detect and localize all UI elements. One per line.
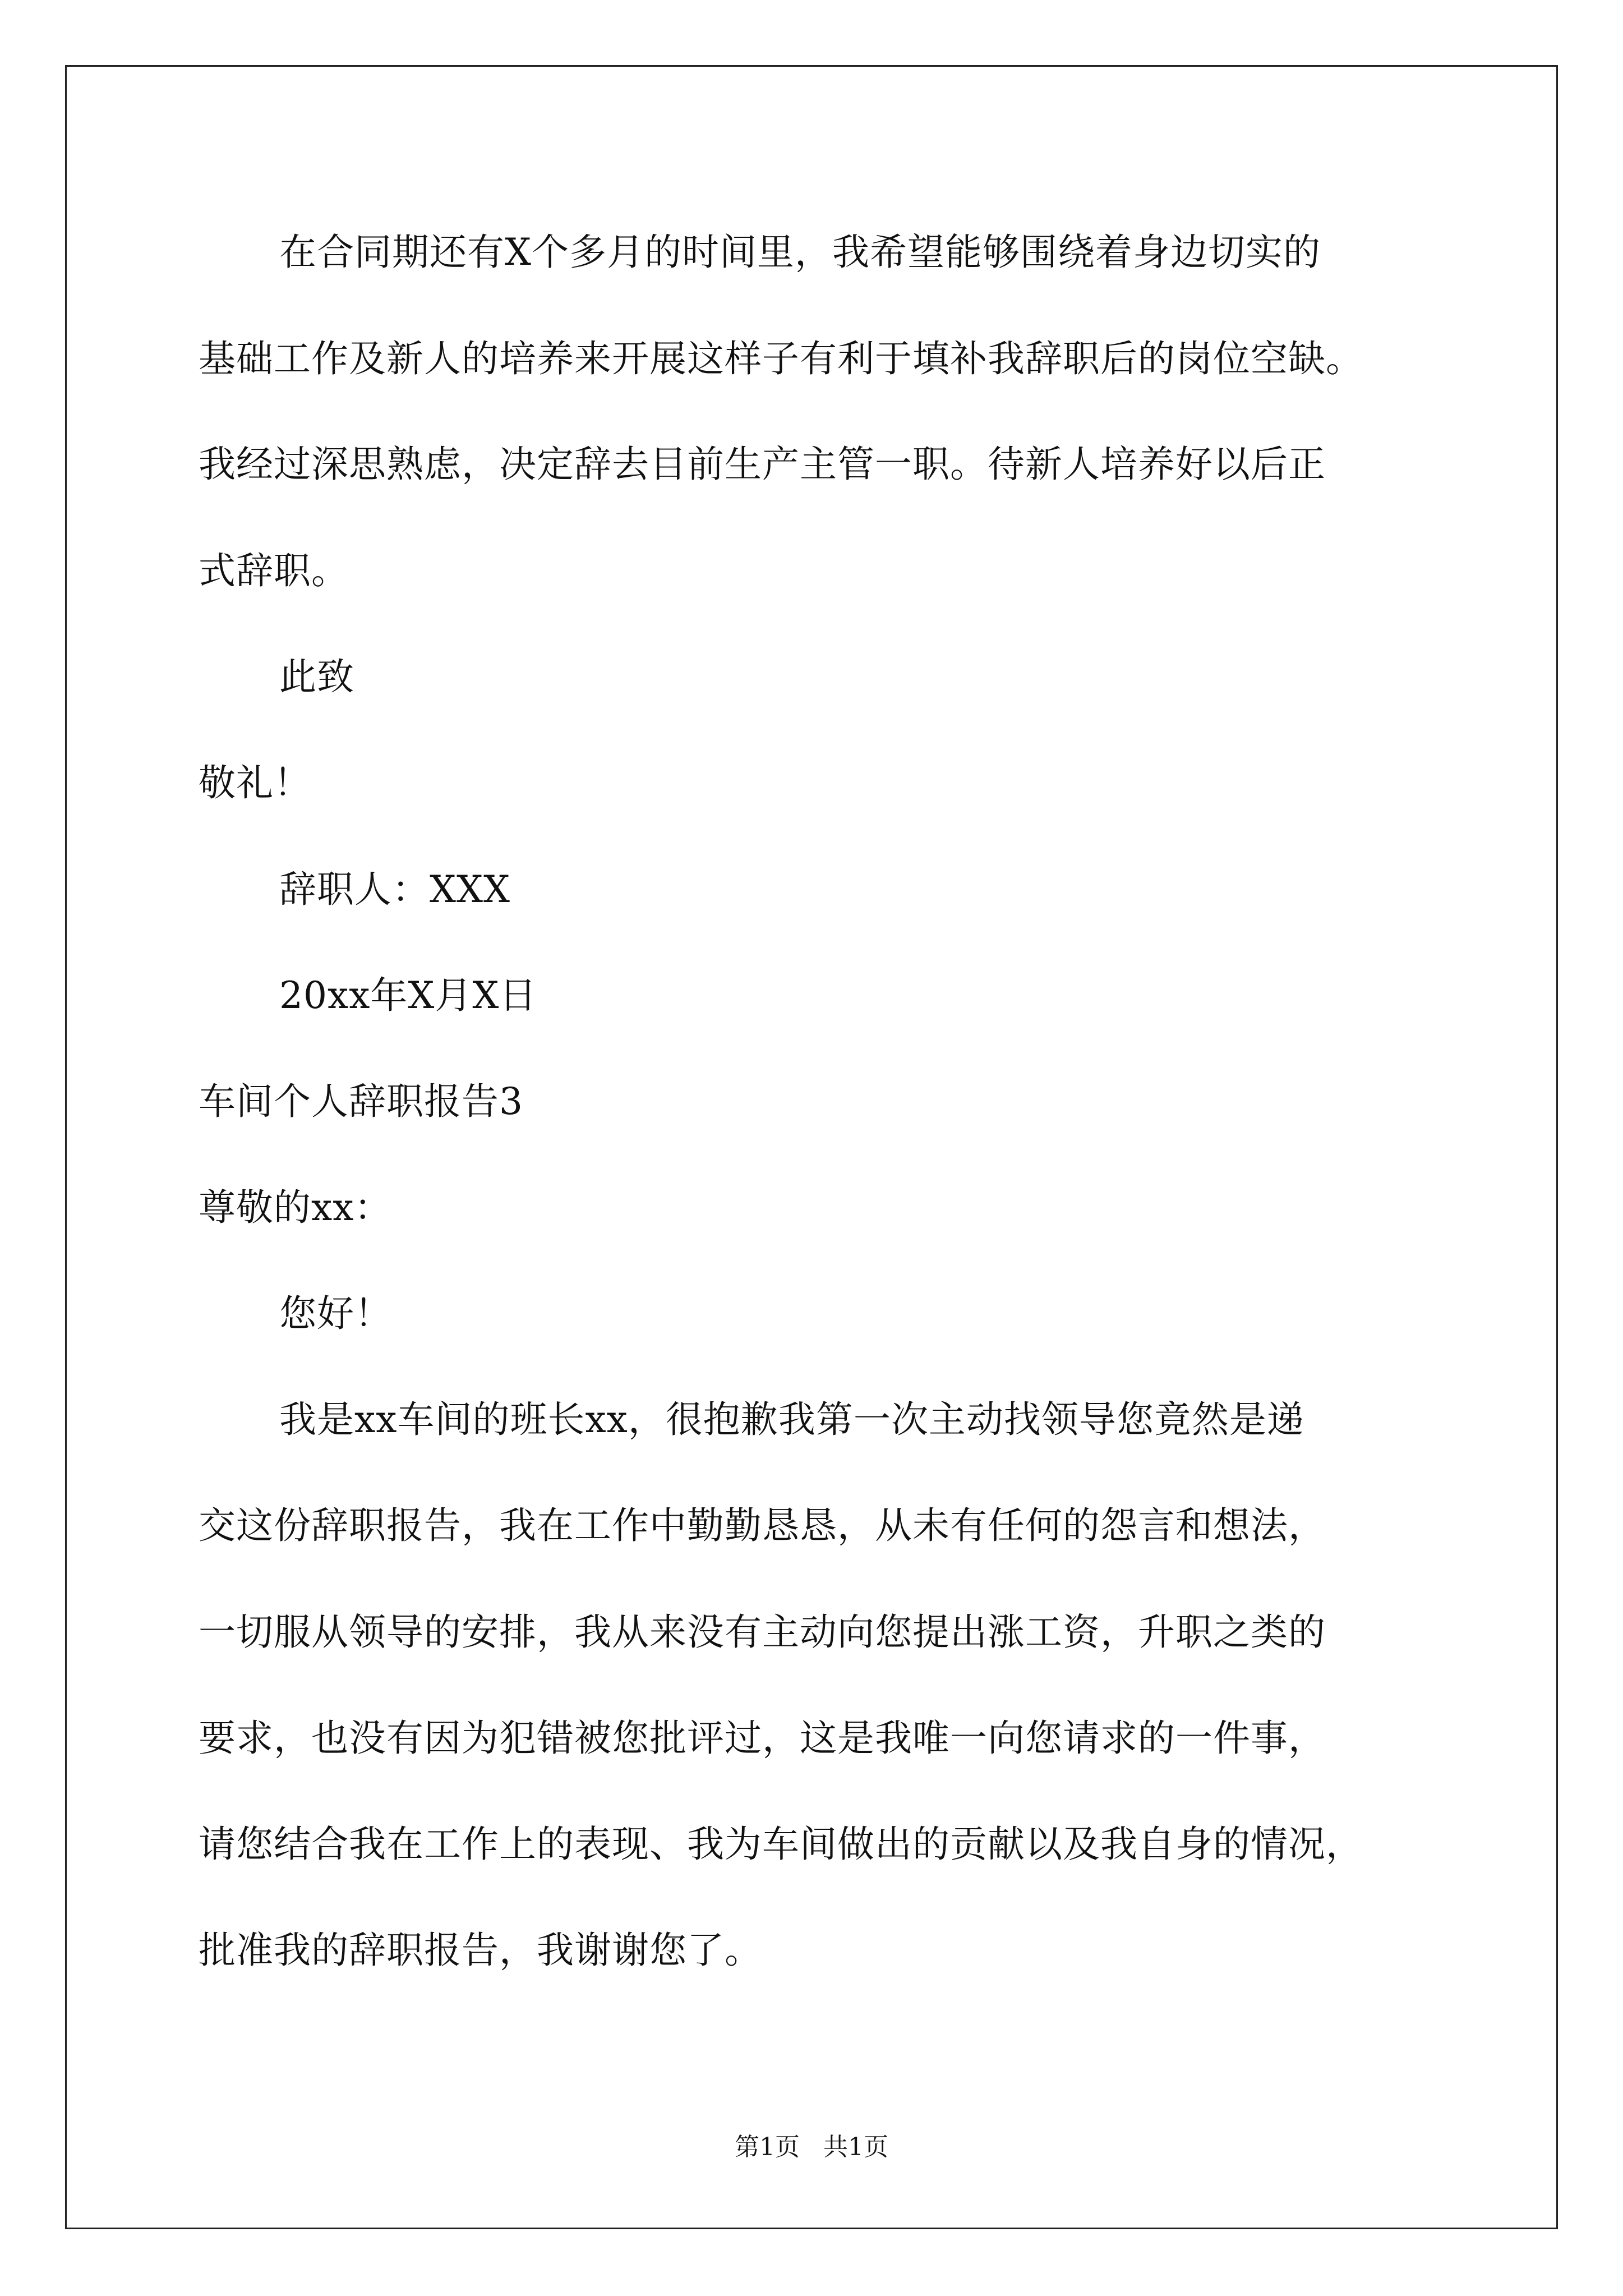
signature-date: 20xx年X月X日 (279, 974, 537, 1017)
paragraph-line: 一切服从领导的安排，我从来没有主动向您提出涨工资，升职之类的 (199, 1611, 1326, 1654)
section-heading: 车间个人辞职报告3 (199, 1080, 523, 1123)
letter-greeting: 您好！ (279, 1292, 392, 1335)
closing-salutation: 此致 (279, 655, 354, 698)
paragraph-line: 要求，也没有因为犯错被您批评过，这是我唯一向您请求的一件事， (199, 1717, 1326, 1760)
letter-addressee: 尊敬的xx： (199, 1186, 392, 1229)
paragraph-line: 在合同期还有X个多月的时间里，我希望能够围绕着身边切实的 (279, 231, 1321, 274)
paragraph-line: 请您结合我在工作上的表现、我为车间做出的贡献以及我自身的情况， (199, 1823, 1363, 1866)
paragraph-line: 基础工作及新人的培养来开展这样子有利于填补我辞职后的岗位空缺。 (199, 337, 1363, 380)
page-number-footer: 第1页 共1页 (735, 2133, 888, 2161)
paragraph-line: 批准我的辞职报告，我谢谢您了。 (199, 1929, 762, 1972)
paragraph-line: 我是xx车间的班长xx，很抱歉我第一次主动找领导您竟然是递 (279, 1398, 1304, 1441)
page-border (65, 65, 1558, 2229)
signature-name: 辞职人：XXX (279, 868, 510, 911)
paragraph-line: 交这份辞职报告，我在工作中勤勤恳恳，从未有任何的怨言和想法， (199, 1504, 1326, 1547)
paragraph-line: 式辞职。 (199, 549, 349, 592)
paragraph-line: 我经过深思熟虑，决定辞去目前生产主管一职。待新人培养好以后正 (199, 443, 1326, 486)
closing-regards: 敬礼！ (199, 761, 311, 804)
